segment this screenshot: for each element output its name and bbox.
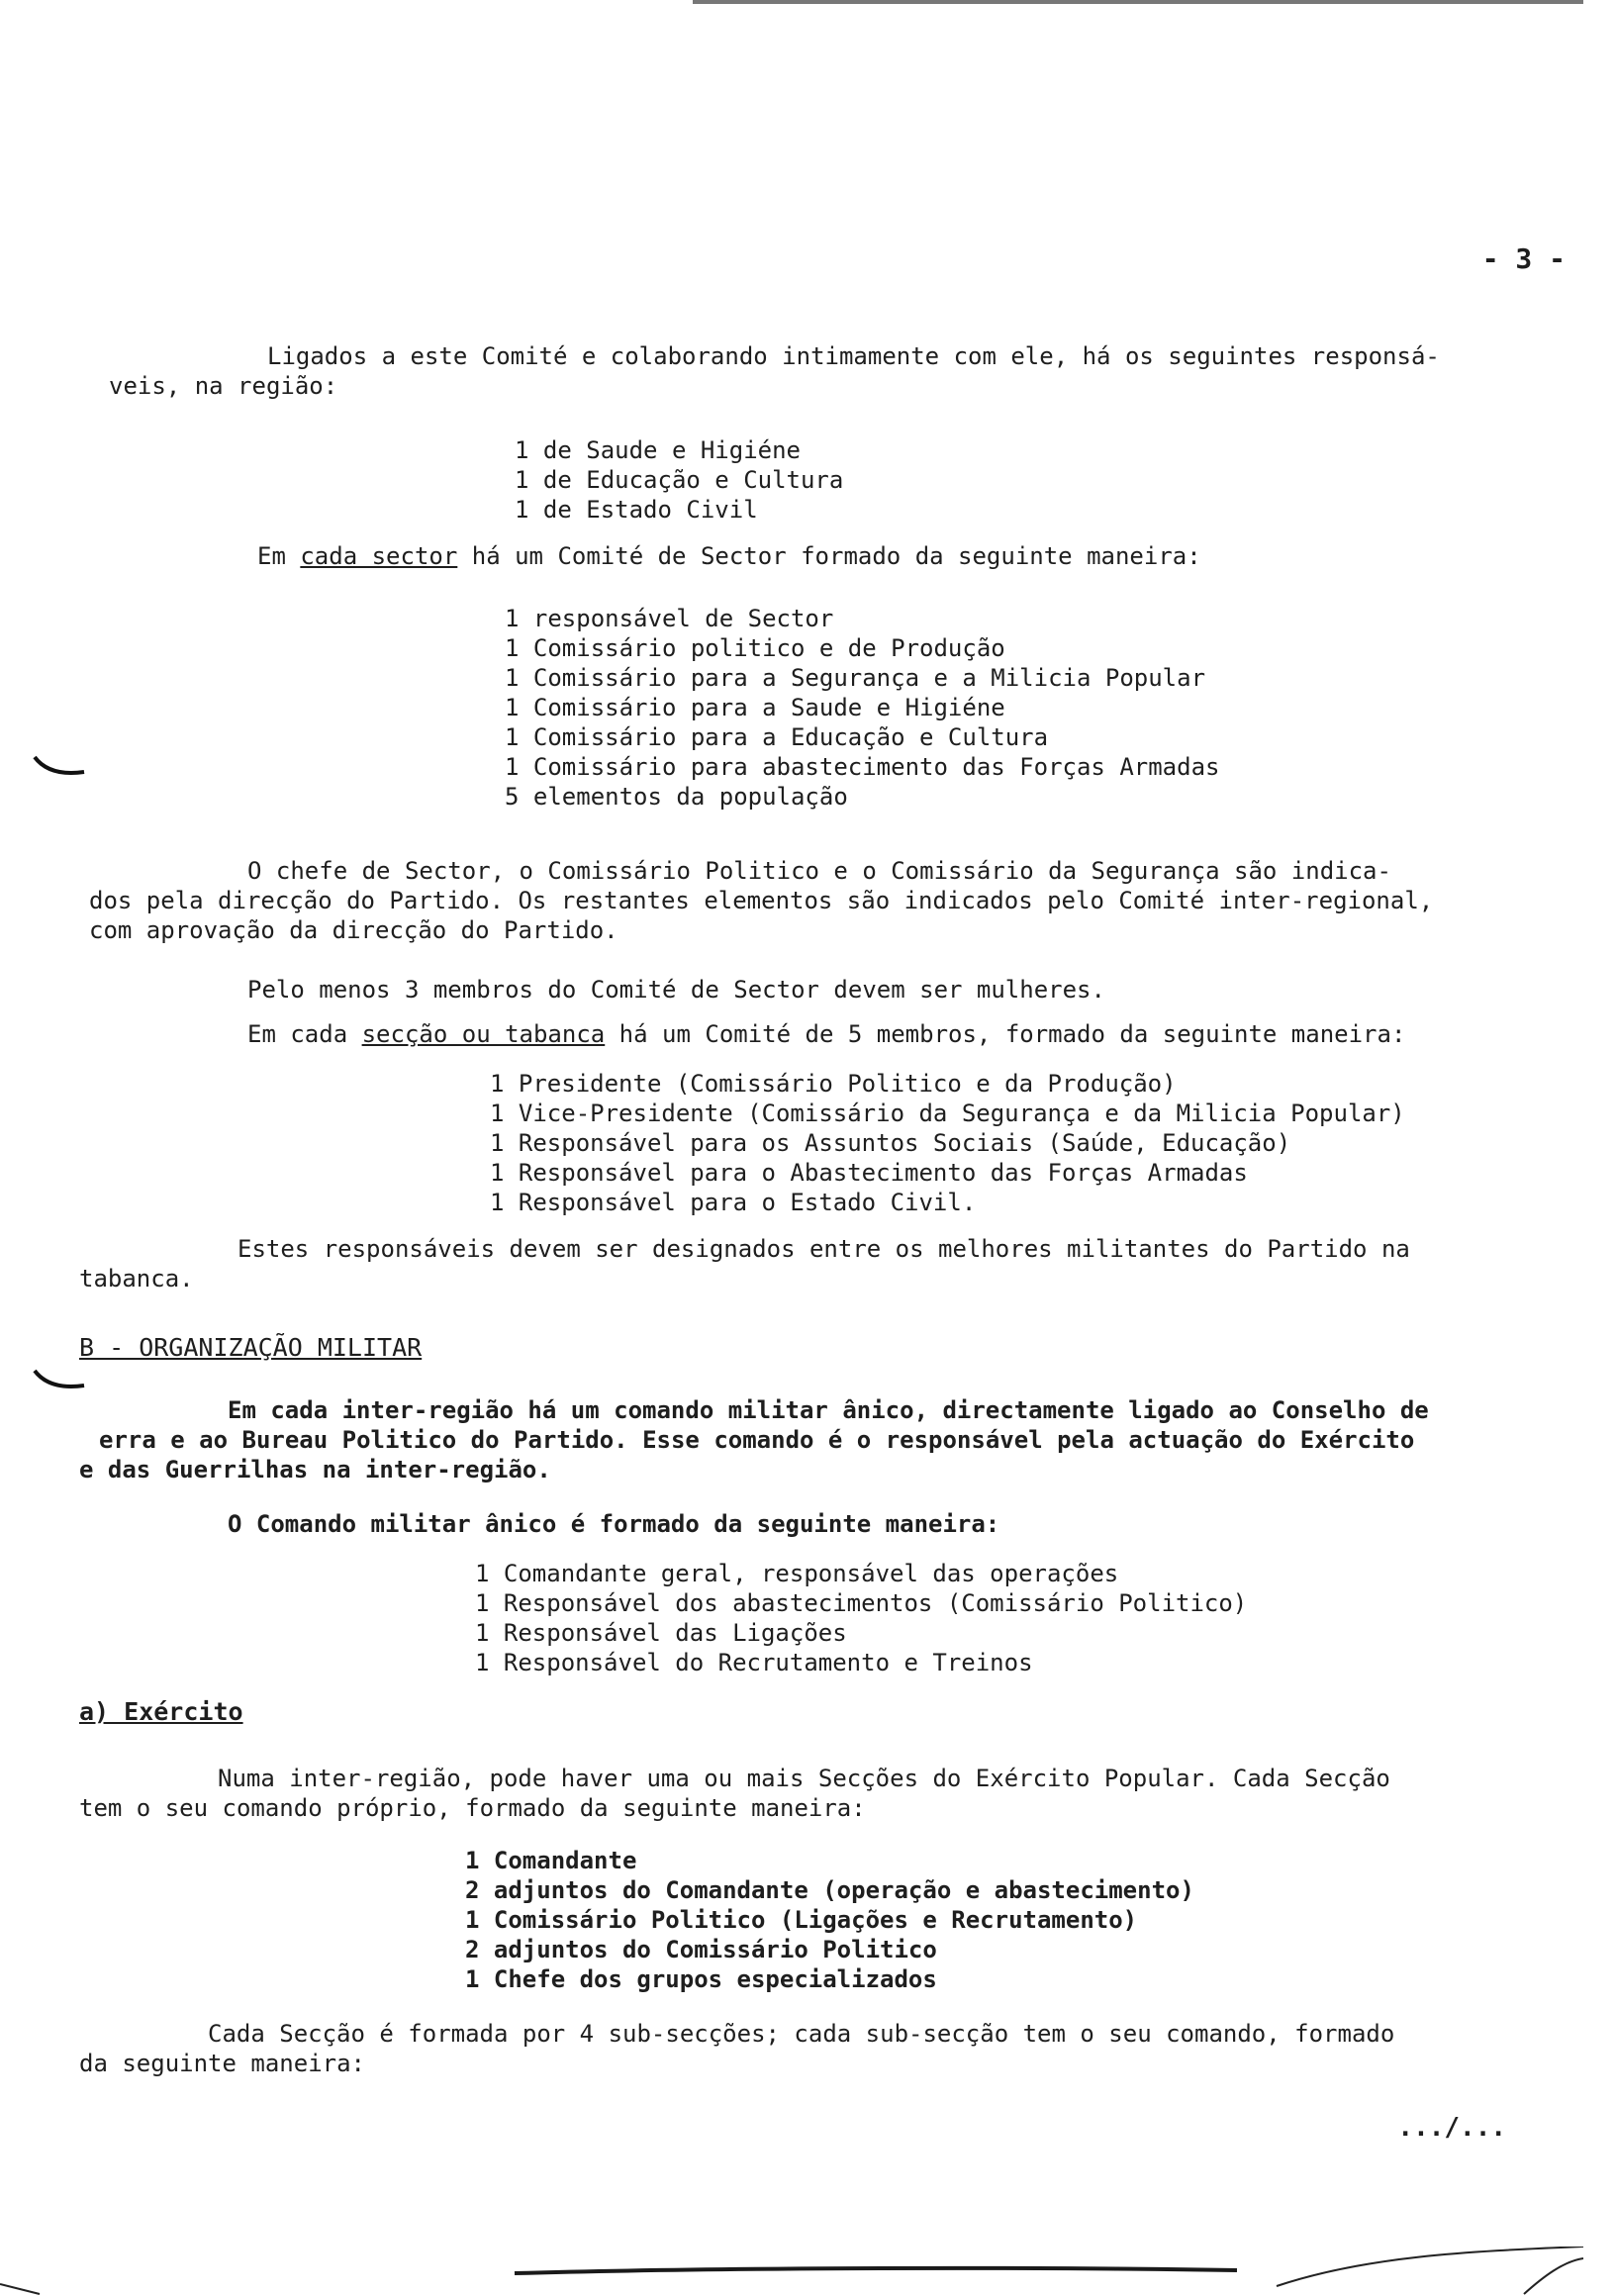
women-paragraph: Pelo menos 3 membros do Comité de Sector devem ser mulheres. [247,976,1105,1004]
seccao-paragraph [79,1234,1544,1293]
seccao-para-line-1: Estes responsáveis devem ser designados entre os melhores militantes do Partido na [238,1235,1410,1263]
list-item: 1 Vice-Presidente (Comissário da Segurança e da Milicia Popular) [490,1100,1405,1127]
sector-para-line-1: O chefe de Sector, o Comissário Politico e o Comissário da Segurança são indica- [247,857,1391,885]
seccao-list [490,1069,1405,1217]
sector-intro-pre: Em [257,542,301,570]
intro-line-1: Ligados a este Comité e colaborando intimamente com ele, há os seguintes responsá- [267,342,1440,370]
seccao-intro [79,1019,1544,1049]
seccao-para-line-2: tabanca. [79,1265,194,1292]
page-number: - 3 - [1481,242,1566,275]
exercito-list [465,1846,1194,1994]
list-item: 1 de Estado Civil [515,496,758,524]
list-item: 1 Comissário para abastecimento das Forças Armadas [505,753,1220,781]
list-item: 1 Responsável para o Abastecimento das Forças Armadas [490,1159,1248,1187]
sector-paragraph [79,856,1544,945]
punch-mark-2 [30,1366,89,1395]
scan-bottom-edge [0,2247,1615,2296]
list-item: 1 de Educação e Cultura [515,466,844,494]
list-item: 1 Comissário para a Educação e Cultura [505,723,1049,751]
list-item: 1 Comissário para a Saude e Higiéne [505,694,1005,721]
list-item: 5 elementos da população [505,783,848,811]
scan-top-edge [693,0,1583,4]
military-para-line-1: Em cada inter-região há um comando militar ânico, directamente ligado ao Conselho de [228,1396,1429,1424]
list-item: 1 Presidente (Comissário Politico e da Produção) [490,1070,1177,1098]
list-item: 1 Comandante [465,1847,637,1874]
section-b-heading: B - ORGANIZAÇÃO MILITAR [79,1333,423,1362]
sector-intro [79,541,1544,571]
list-item: 1 responsável de Sector [505,605,834,632]
comando-list [475,1559,1247,1677]
military-para-line-3: e das Guerrilhas na inter-região. [79,1456,551,1483]
intro-paragraph [79,341,1544,401]
list-item: 1 Comissário Politico (Ligações e Recrutamento) [465,1906,1138,1934]
list-item: 1 de Saude e Higiéne [515,436,801,464]
seccao-intro-post: há um Comité de 5 membros, formado da seguinte maneira: [605,1020,1406,1048]
list-item: 1 Comandante geral, responsável das operações [475,1560,1119,1587]
exercito-para-line-2: tem o seu comando próprio, formado da seguinte maneira: [79,1794,866,1822]
military-paragraph [79,1395,1544,1484]
list-item: 1 Comissário para a Segurança e a Milicia Popular [505,664,1206,692]
seccao-intro-pre: Em cada [247,1020,362,1048]
list-item: 1 Chefe dos grupos especializados [465,1965,937,1993]
seccao-intro-underlined: secção ou tabanca [361,1020,606,1048]
comando-intro: O Comando militar ânico é formado da seguinte maneira: [228,1510,1000,1538]
exercito-para-line-1: Numa inter-região, pode haver uma ou mais Secções do Exército Popular. Cada Secção [218,1765,1390,1792]
sector-para-line-3: com aprovação da direcção do Partido. [89,916,618,944]
sector-intro-underlined: cada sector [300,542,458,570]
sector-list [505,604,1219,812]
intro-line-2: veis, na região: [109,372,338,400]
continuation-mark: .../... [1397,2113,1506,2143]
section-a-heading: a) Exército [79,1697,243,1726]
list-item: 1 Responsável dos abastecimentos (Comissário Politico) [475,1589,1248,1617]
list-item: 1 Responsável para o Estado Civil. [490,1189,977,1216]
list-item: 1 Responsável das Ligações [475,1619,847,1647]
sector-para-line-2: dos pela direcção do Partido. Os restantes elementos são indicados pelo Comité inter-regional, [89,887,1434,914]
subseccao-para-line-2: da seguinte maneira: [79,2050,365,2077]
exercito-paragraph [79,1764,1544,1823]
subseccao-paragraph [79,2019,1544,2078]
sector-intro-post: há um Comité de Sector formado da seguinte maneira: [457,542,1201,570]
list-item: 2 adjuntos do Comissário Politico [465,1936,937,1963]
list-item: 2 adjuntos do Comandante (operação e abastecimento) [465,1876,1194,1904]
subseccao-para-line-1: Cada Secção é formada por 4 sub-secções; cada sub-secção tem o seu comando, formado [208,2020,1395,2048]
list-item: 1 Responsável para os Assuntos Sociais (Saúde, Educação) [490,1129,1291,1157]
list-item: 1 Comissário politico e de Produção [505,634,1005,662]
list-item: 1 Responsável do Recrutamento e Treinos [475,1649,1033,1676]
region-list [515,435,843,525]
military-para-line-2: erra e ao Bureau Politico do Partido. Esse comando é o responsável pela actuação do Exército [99,1426,1415,1454]
punch-mark-1 [30,752,89,782]
